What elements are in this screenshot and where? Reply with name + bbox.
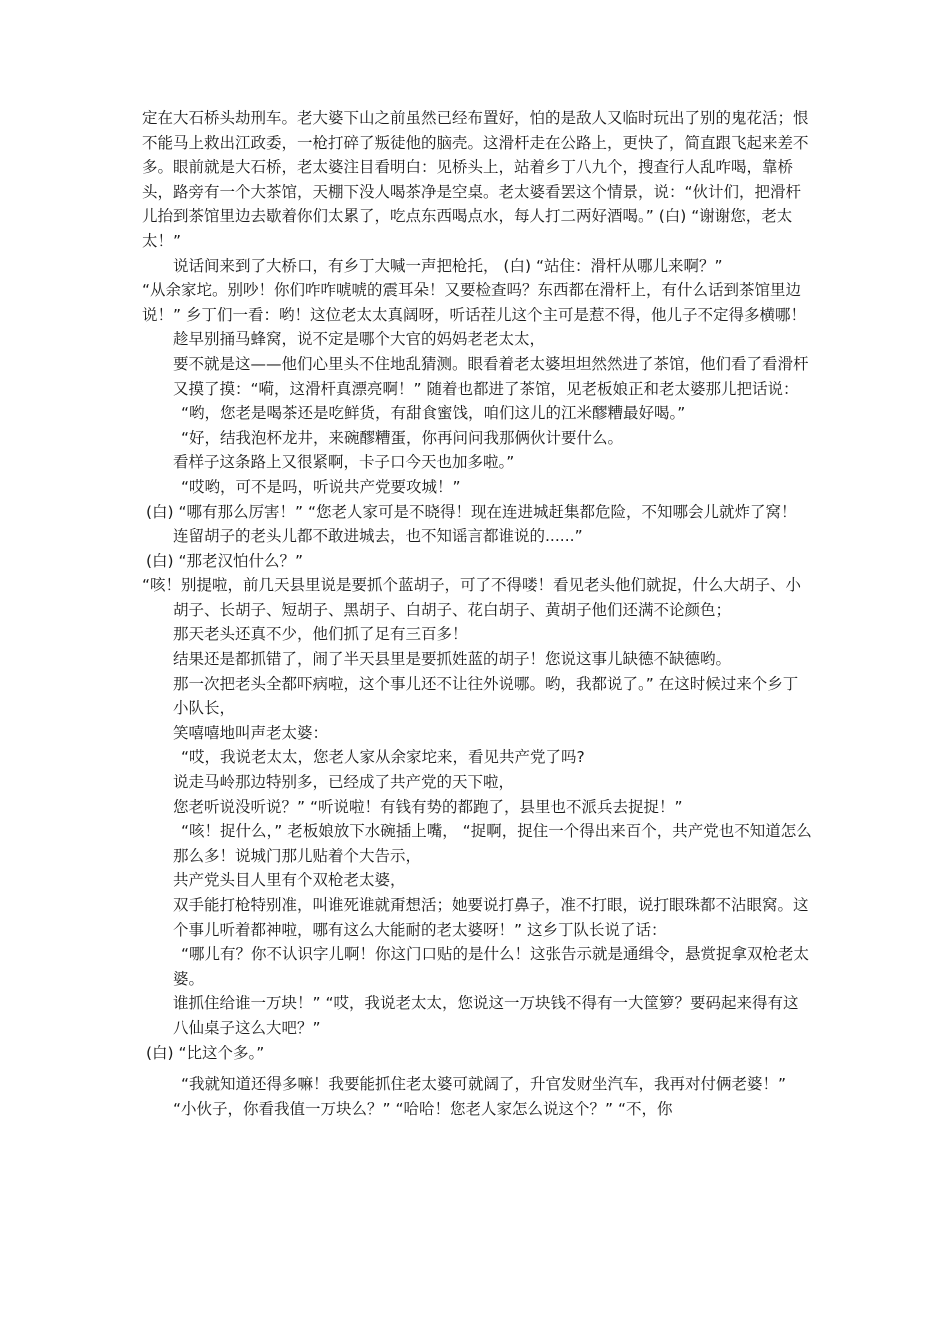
- paragraph: “从余家坨。别吵！你们咋咋唬唬的震耳朵！又要检查吗？东西都在滑杆上，有什么话到茶馆里边说！” 乡丁们一看：哟！这位老太太真阔呀，听话茬儿这个主可是惹不得，他儿子不定得多横哪！: [142, 281, 806, 324]
- paragraph: (白) “哪有那么厉害！” “您老人家可是不晓得！现在连进城赶集都危险，不知哪会儿就炸了窝！连留胡子的老头儿都不敢进城去，也不知谣言都谁说的......”: [146, 502, 797, 546]
- paragraph: (白) “比这个多。”: [146, 1043, 265, 1062]
- paragraph: 谁抓住给谁一万块！” “哎，我说老太太，您说这一万块钱不得有一大筐箩？要码起来得有这八仙桌子这么大吧？”: [173, 994, 799, 1037]
- paragraph: 趁早别捅马蜂窝，说不定是哪个大官的妈妈老老太太，: [173, 330, 546, 349]
- paragraph: “我就知道还得多嘛！我要能抓住老太婆可就阔了，升官发财坐汽车，我再对付俩老婆！” “小伙子，你看我值一万块么？” “哈哈！您老人家怎么说这个？” “不，你: [173, 1075, 787, 1118]
- paragraph: (白) “那老汉怕什么？”: [146, 551, 304, 570]
- paragraph: “哎哟，可不是吗，听说共产党要攻城！”: [181, 477, 461, 496]
- paragraph: “咳！别提啦，前几天县里说是要抓个蓝胡子，可了不得喽！看见老头他们就捉，什么大胡子、小胡子、长胡子、短胡子、黑胡子、白胡子、花白胡子、黄胡子他们还满不论颜色；: [142, 576, 802, 619]
- paragraph: 双手能打枪特别准，叫谁死谁就甭想活；她要说打鼻子，准不打眼，说打眼珠都不沾眼窝。这个事儿听着都神啦，哪有这么大能耐的老太婆呀！” 这乡丁队长说了话：: [173, 896, 809, 939]
- paragraph: “咳！捉什么，” 老板娘放下水碗插上嘴， “捉啊，捉住一个得出来百个，共产党也不知道怎么那么多！说城门那儿贴着个大告示，: [173, 822, 812, 865]
- paragraph: 说走马岭那边特别多，已经成了共产党的天下啦，: [173, 773, 515, 792]
- paragraph: 要不就是这——他们心里头不住地乱猜测。眼看着老太婆坦坦然然进了茶馆，他们看了看滑杆又摸了摸：“嗬，这滑杆真漂亮啊！” 随着也都进了茶馆，见老板娘正和老太婆那儿把话说：: [173, 354, 809, 398]
- paragraph: 说话间来到了大桥口，有乡丁大喊一声把枪托， (白) “站住：滑杆从哪儿来啊？”: [173, 256, 723, 275]
- paragraph: 那天老头还真不少，他们抓了足有三百多！: [173, 625, 468, 644]
- paragraph: 定在大石桥头劫刑车。老大婆下山之前虽然已经布置好，怕的是敌人又临时玩出了别的鬼花活；恨不能马上救出江政委，一枪打碎了叛徒他的脑壳。这滑杆走在公路上，更快了，简直跟飞起来差不多。眼前就是大石桥，老太婆注目看明白：见桥头上，站着乡丁八九个，搜查行人乱咋喝，靠桥头，路旁有一个大茶馆，天棚下没人喝茶净是空桌。老太婆看罢这个情景，说：“伙计们，把滑杆儿抬到茶馆里边去歇着你们太累了，吃点东西喝点水，每人打二两好酒喝。” (白) “谢谢您，老太太！”: [142, 109, 809, 250]
- paragraph: 那一次把老头全都吓病啦，这个事儿还不让往外说哪。哟，我都说了。” 在这时候过来个乡丁小队长，: [173, 674, 799, 718]
- paragraph: 您老听说没听说？” “听说啦！有钱有势的都跑了，县里也不派兵去捉捉！”: [173, 797, 683, 816]
- paragraph: 笑嘻嘻地叫声老太婆：: [173, 723, 329, 742]
- paragraph: 看样子这条路上又很紧啊，卡子口今天也加多啦。”: [173, 453, 515, 472]
- paragraph: “好，结我泡杯龙井，来碗醪糟蛋，你再问问我那俩伙计要什么。: [181, 428, 624, 447]
- paragraph: “哪儿有？你不认识字儿啊！你这门口贴的是什么！这张告示就是通缉令，悬赏捉拿双枪老太婆。: [173, 945, 810, 988]
- paragraph: “哎，我说老太太，您老人家从余家坨来，看见共产党了吗?: [181, 748, 585, 767]
- paragraph: 结果还是都抓错了，闹了半天县里是要抓姓蓝的胡子！您说这事儿缺德不缺德哟。: [173, 650, 732, 669]
- document-body: [142, 106, 812, 1121]
- paragraph: “哟，您老是喝茶还是吃鲜货，有甜食蜜饯，咱们这儿的江米醪糟最好喝。”: [181, 404, 686, 423]
- paragraph: 共产党头目人里有个双枪老太婆，: [173, 871, 406, 890]
